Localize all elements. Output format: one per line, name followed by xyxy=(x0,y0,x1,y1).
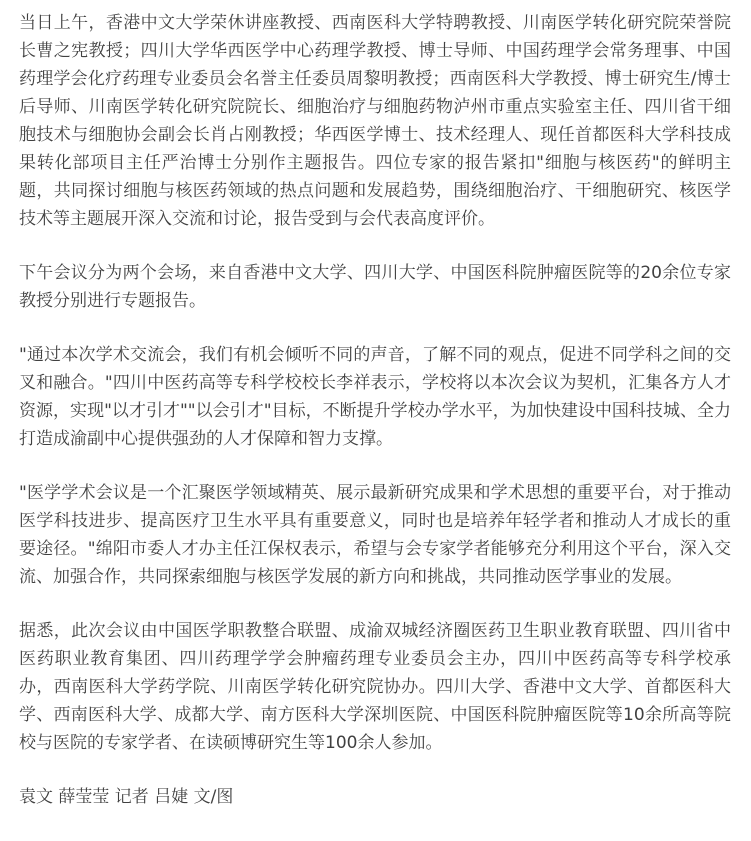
article-paragraph-afternoon-sessions: 下午会议分为两个会场，来自香港中文大学、四川大学、中国医科院肿瘤医院等的20余位专家教授分别进行专题报告。 xyxy=(19,263,731,311)
byline: 袁文 薛莹莹 记者 吕婕 文/图 xyxy=(19,787,234,807)
article-paragraph-morning-reports: 当日上午，香港中文大学荣休讲座教授、西南医科大学特聘教授、川南医学转化研究院荣誉院长曹之宪教授；四川大学华西医学中心药理学教授、博士导师、中国药理学会常务理事、中国药理学会化疗药理专业委员会名誉主任委员周黎明教授；西南医科大学教授、博士研究生/博士后导师、川南医学转化研究院院长、细胞治疗与细胞药物泸州市重点实验室主任、四川省干细胞技术与细胞协会副会长肖占刚教授；华西医学博士、技术经理人、现任首都医科大学科技成果转化部项目主任严治博士分别作主题报告。四位专家的报告紧扣"细胞与核医药"的鲜明主题，共同探讨细胞与核医药领域的热点问题和发展趋势，围绕细胞治疗、干细胞研究、核医学技术等主题展开深入交流和讨论，报告受到与会代表高度评价。 xyxy=(19,13,731,229)
article-paragraph-principal-quote: "通过本次学术交流会，我们有机会倾听不同的声音，了解不同的观点，促进不同学科之间的交叉和融合。"四川中医药高等专科学校校长李祥表示，学校将以本次会议为契机，汇集各方人才资源，实现"以才引才""以会引才"目标，不断提升学校办学水平，为加快建设中国科技城、全力打造成渝副中心提供强劲的人才保障和智力支撑。 xyxy=(19,345,731,449)
article-paragraph-organizers: 据悉，此次会议由中国医学职教整合联盟、成渝双城经济圈医药卫生职业教育联盟、四川省中医药职业教育集团、四川药理学学会肿瘤药理专业委员会主办，四川中医药高等专科学校承办，西南医科大学药学院、川南医学转化研究院协办。四川大学、香港中文大学、首都医科大学、西南医科大学、成都大学、南方医科大学深圳医院、中国医科院肿瘤医院等10余所高等院校与医院的专家学者、在读硕博研究生等100余人参加。 xyxy=(19,621,731,753)
article-paragraph-talent-office-quote: "医学学术会议是一个汇聚医学领域精英、展示最新研究成果和学术思想的重要平台，对于推动医学科技进步、提高医疗卫生水平具有重要意义，同时也是培养年轻学者和推动人才成长的重要途径。"绵阳市委人才办主任江保权表示，希望与会专家学者能够充分利用这个平台，深入交流、加强合作，共同探索细胞与核医学发展的新方向和挑战，共同推动医学事业的发展。 xyxy=(19,483,731,587)
